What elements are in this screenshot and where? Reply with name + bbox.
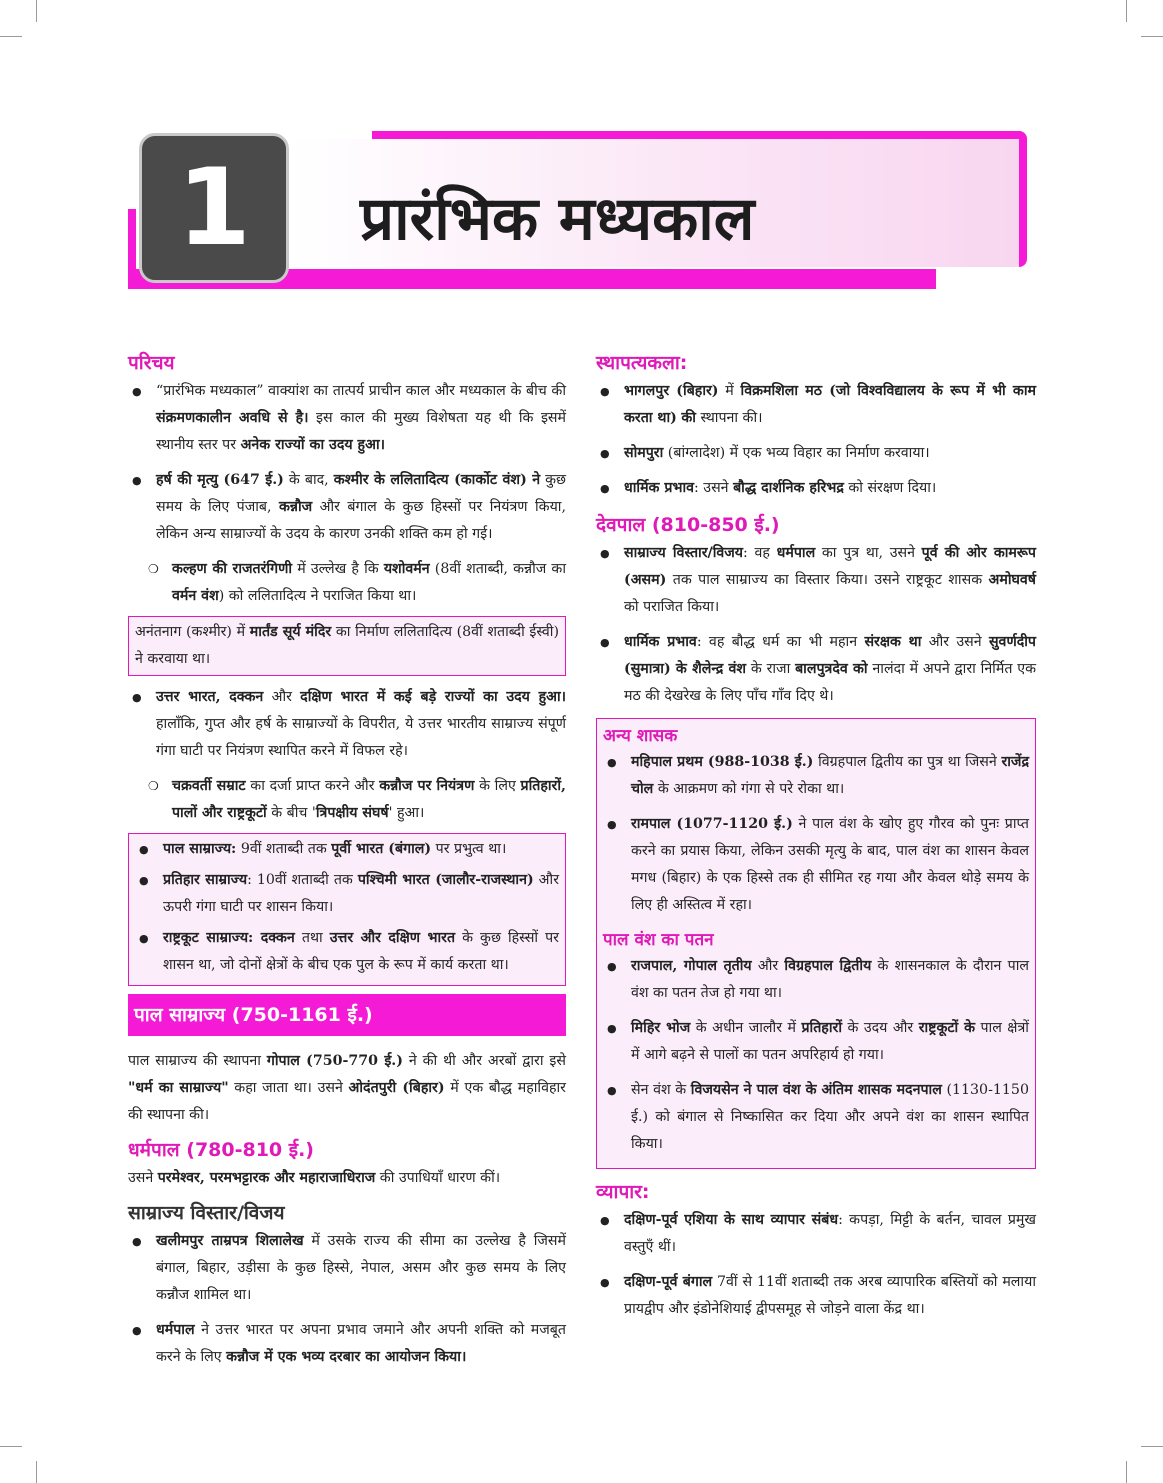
bold-text: हर्ष की मृत्यु (647 ई.) — [156, 472, 284, 488]
section-band-pala: पाल साम्राज्य (750-1161 ई.) — [128, 994, 566, 1036]
bold-text: त्रिपक्षीय संघर्ष — [315, 805, 389, 821]
bold-text: परमेश्वर, परमभट्टारक और महाराजाधिराज — [157, 1170, 376, 1186]
header-top-bar — [372, 131, 1027, 139]
list-item — [128, 467, 566, 548]
bold-text: विक्रमशिला मठ (जो विश्वविद्यालय के रूप में भी काम करता था) — [624, 383, 1036, 426]
crop-mark — [1126, 0, 1127, 22]
text-run: के अधीन जालौर में — [690, 1020, 802, 1036]
info-box-martand — [128, 616, 566, 676]
list-item — [596, 629, 1036, 710]
sub-list-item — [144, 773, 566, 827]
list-item — [128, 684, 566, 765]
list-item — [603, 749, 1029, 803]
text-run: “प्रारंभिक मध्यकाल” वाक्यांश का तात्पर्य प्राचीन काल और मध्यकाल के बीच की — [156, 383, 566, 399]
text-run: हालाँकि, गुप्त और हर्ष के साम्राज्यों के विपरीत, ये उत्तर भारतीय साम्राज्य संपूर्ण गंगा घाटी पर नियंत्रण स्थापित करने में विफल रहे। — [156, 716, 566, 759]
text-run: के शासनकाल के दौरान पाल वंश का पतन तेज हो गया था। — [631, 958, 1029, 1001]
bold-text: वर्मन वंश — [172, 588, 219, 604]
empires-list — [135, 836, 559, 979]
bold-text: गोपाल (750-770 ई.) — [266, 1053, 403, 1069]
text-run: कुछ समय के लिए पंजाब, — [156, 472, 566, 515]
text-run: में उल्लेख है कि — [292, 561, 384, 577]
list-item — [596, 540, 1036, 621]
bold-text: दक्षिण-पूर्व एशिया के साथ व्यापार संबंध — [624, 1212, 839, 1228]
bold-text: ओदंतपुरी (बिहार) — [348, 1080, 445, 1096]
list-item — [128, 378, 566, 459]
text-run: में एक बौद्ध महाविहार की स्थापना की। — [128, 1080, 566, 1123]
list-item — [135, 836, 559, 863]
bold-text: कश्मीर के ललितादित्य (कार्कोट वंश) ने — [333, 472, 541, 488]
text-run: उसने — [128, 1170, 158, 1186]
section-heading-architecture: स्थापत्यकला: — [596, 352, 688, 374]
trade-list — [596, 1207, 1036, 1323]
text-run: इस काल की मुख्य विशेषता यह थी कि इसमें स्थानीय स्तर पर — [156, 410, 566, 453]
text-run: तक पाल साम्राज्य का विस्तार किया। उसने राष्ट्रकूट शासक — [666, 572, 989, 588]
text-run: में — [718, 383, 741, 399]
text-run: नालंदा में अपने द्वारा निर्मित एक मठ की देखरेख के लिए पाँच गाँव दिए थे। — [624, 661, 1036, 704]
kingdoms-list — [128, 684, 566, 765]
text-run: को पराजित किया। — [624, 599, 720, 615]
text-run: पाल साम्राज्य की स्थापना — [128, 1053, 267, 1069]
text-run: की उपाधियाँ धारण कीं। — [375, 1170, 501, 1186]
bold-text: पूर्व की ओर कामरूप (असम) — [624, 545, 1036, 588]
text-run: सेन वंश के — [631, 1082, 691, 1098]
text-run: और — [263, 689, 301, 705]
bold-text: राजपाल, गोपाल तृतीय — [631, 958, 752, 974]
header-right-bar — [1019, 131, 1027, 267]
bold-text: धार्मिक प्रभाव — [624, 634, 697, 650]
bold-text: राष्ट्रकूटों के — [918, 1020, 975, 1036]
text-run: अनंतनाग (कश्मीर) में — [135, 624, 250, 640]
list-item — [128, 1317, 566, 1371]
bold-text: की — [681, 410, 696, 426]
bold-text: सोमपुरा — [624, 445, 664, 461]
chapter-title: प्रारंभिक मध्यकाल — [360, 184, 755, 254]
right-column — [596, 348, 1036, 1331]
architecture-list — [596, 378, 1036, 502]
text-run: के उदय और — [842, 1020, 919, 1036]
crop-mark — [1141, 1446, 1163, 1447]
bold-text: राष्ट्रकूट साम्राज्य: दक्कन — [163, 930, 295, 946]
section-heading-intro: परिचय — [128, 352, 175, 374]
text-run: (बांग्लादेश) में एक भव्य विहार का निर्माण करवाया। — [663, 445, 930, 461]
text-run: के लिए — [474, 778, 521, 794]
bold-text: अमोघवर्ष — [988, 572, 1036, 588]
list-item — [603, 811, 1029, 919]
list-item — [603, 953, 1029, 1007]
bold-text: प्रतिहारों, पालों और राष्ट्रकूटों — [172, 778, 566, 821]
list-item — [596, 440, 1036, 467]
text-run: का निर्माण ललितादित्य (8वीं शताब्दी ईस्वी) ने करवाया था। — [135, 624, 559, 667]
bold-text: संक्रमणकालीन अवधि से है। — [156, 410, 309, 426]
text-run: पर प्रभुत्व था। — [431, 841, 507, 857]
bold-text: प्रतिहार साम्राज्य — [163, 872, 248, 888]
bold-text: मार्तंड सूर्य मंदिर — [249, 624, 332, 640]
text-run: के राजा — [746, 661, 796, 677]
bold-text: रामपाल (1077-1120 ई.) — [631, 816, 793, 832]
bold-text: दक्षिण-पूर्व बंगाल — [624, 1274, 713, 1290]
bold-text: पश्चिमी भारत (जालौर-राजस्थान) — [357, 872, 534, 888]
bold-text: प्रतिहारों — [801, 1020, 842, 1036]
text-run: ने उत्तर भारत पर अपना प्रभाव जमाने और अपनी शक्ति को मजबूत करने के लिए — [156, 1322, 566, 1365]
text-run: 7वीं से 11वीं शताब्दी तक अरब व्यापारिक बस्तियों को मलाया प्रायद्वीप और इंडोनेशियाई द्वीपसमूह से जोड़ने वाला केंद्र था। — [624, 1274, 1036, 1317]
pala-paragraph — [128, 1048, 566, 1129]
bold-text: कन्नौज — [278, 499, 313, 515]
text-run: और उसने — [921, 634, 989, 650]
text-run: के बीच ' — [266, 805, 316, 821]
bold-text: कन्नौज में एक भव्य दरबार का आयोजन किया। — [226, 1349, 467, 1365]
text-run: स्थापना की। — [695, 410, 763, 426]
info-box-other-rulers — [596, 718, 1036, 1169]
bold-text: पाल साम्राज्य: — [163, 841, 237, 857]
bold-text: सुवर्णदीप (सुमात्रा) के शैलेन्द्र वंश — [624, 634, 1036, 677]
list-item — [135, 925, 559, 979]
bold-text: पूर्वी भारत (बंगाल) — [331, 841, 432, 857]
bold-text: महिपाल प्रथम (988-1038 ई.) — [631, 754, 814, 770]
expansion-list — [128, 1228, 566, 1371]
sub-list — [144, 556, 566, 610]
bold-text: यशोवर्मन — [383, 561, 430, 577]
crop-mark — [0, 36, 22, 37]
list-item — [596, 1207, 1036, 1261]
text-run: : वह — [743, 545, 777, 561]
bold-text: विजयसेन ने पाल वंश के अंतिम शासक मदनपाल — [690, 1082, 942, 1098]
text-run: : उसने — [694, 480, 734, 496]
bold-text: मिहिर भोज — [631, 1020, 691, 1036]
list-item — [596, 475, 1036, 502]
list-item — [128, 1228, 566, 1309]
text-run: : 10वीं शताब्दी तक — [247, 872, 358, 888]
bold-text: राजेंद्र चोल — [631, 754, 1029, 797]
list-item — [603, 1077, 1029, 1158]
list-item — [596, 378, 1036, 432]
bold-text: संरक्षक था — [864, 634, 922, 650]
text-run: : वह बौद्ध धर्म का भी महान — [696, 634, 865, 650]
section-heading-dharmapala: धर्मपाल (780-810 ई.) — [128, 1139, 314, 1161]
bold-text: धर्मपाल — [776, 545, 816, 561]
crop-mark — [36, 1461, 37, 1483]
text-run: ने पाल वंश के खोए हुए गौरव को पुनः प्राप्त करने का प्रयास किया, लेकिन उसकी मृत्यु के बाद, पाल वंश का शासन केवल मगध (बिहार) के एक हिस्से तक ही सीमित रह गया और केवल थोड़े समय के लिए ही अस्तित्व में रहा। — [631, 816, 1029, 913]
text-run: विग्रहपाल द्वितीय का पुत्र था जिसने — [813, 754, 1002, 770]
bold-text: विग्रहपाल द्वितीय — [784, 958, 872, 974]
list-item — [603, 1015, 1029, 1069]
list-item — [135, 867, 559, 921]
text-run: का पुत्र था, उसने — [815, 545, 922, 561]
section-heading-devapala: देवपाल (810-850 ई.) — [596, 514, 780, 536]
text-run: के कुछ हिस्सों पर शासन था, जो दोनों क्षेत्रों के बीच एक पुल के रूप में कार्य करता था। — [163, 930, 559, 973]
text-run: ' हुआ। — [388, 805, 425, 821]
sub-list-item — [144, 556, 566, 610]
text-run: ) को ललितादित्य ने पराजित किया था। — [218, 588, 417, 604]
bold-text: साम्राज्य विस्तार/विजय — [624, 545, 744, 561]
bold-text: बौद्ध दार्शनिक हरिभद्र — [733, 480, 844, 496]
text-run: और बंगाल के कुछ हिस्सों पर नियंत्रण किया, लेकिन अन्य साम्राज्यों के उदय के कारण उनकी शक्ति कम हो गई। — [156, 499, 566, 542]
text-run: का दर्जा प्राप्त करने और — [245, 778, 380, 794]
decline-list — [603, 953, 1029, 1158]
intro-list — [128, 378, 566, 548]
text-run: कहा जाता था। उसने — [228, 1080, 349, 1096]
crop-mark — [1141, 36, 1163, 37]
crop-mark — [36, 0, 37, 22]
bold-text: धर्मपाल — [156, 1322, 195, 1338]
bold-text: अनेक राज्यों का उदय हुआ। — [240, 437, 385, 453]
text-run: को संरक्षण दिया। — [843, 480, 937, 496]
bold-text: बालपुत्रदेव को — [795, 661, 868, 677]
box-heading-decline: पाल वंश का पतन — [603, 930, 714, 950]
text-run: (8वीं शताब्दी, कन्नौज का — [429, 561, 566, 577]
left-column — [128, 348, 566, 1379]
text-run: (1130-1150 ई.) को बंगाल से निष्कासित कर दिया और अपने वंश का शासन स्थापित किया। — [631, 1082, 1029, 1152]
subheading-expansion: साम्राज्य विस्तार/विजय — [128, 1202, 285, 1224]
devapala-list — [596, 540, 1036, 710]
bold-text: भागलपुर (बिहार) — [624, 383, 719, 399]
text-run: और ऊपरी गंगा घाटी पर शासन किया। — [163, 872, 560, 915]
text-run: के आक्रमण को गंगा से परे रोका था। — [653, 781, 845, 797]
bold-text: उत्तर और दक्षिण भारत — [329, 930, 456, 946]
bold-text: चक्रवर्ती सम्राट — [172, 778, 246, 794]
text-run: 9वीं शताब्दी तक — [236, 841, 332, 857]
bold-text: कन्नौज पर नियंत्रण — [379, 778, 475, 794]
list-item — [596, 1269, 1036, 1323]
dharmapala-paragraph — [128, 1165, 566, 1192]
other-rulers-list — [603, 749, 1029, 919]
box-heading-other-rulers: अन्य शासक — [603, 726, 678, 746]
text-run: तथा — [294, 930, 330, 946]
text-run: ने की थी और अरबों द्वारा इसे — [402, 1053, 566, 1069]
text-run: और — [751, 958, 785, 974]
text-run: में उसके राज्य की सीमा का उल्लेख है जिसमें बंगाल, बिहार, उड़ीसा के कुछ हिस्से, नेपाल, असम और कुछ समय के लिए कन्नौज शामिल था। — [156, 1233, 566, 1303]
text-run: पाल क्षेत्रों में आगे बढ़ने से पालों का पतन अपरिहार्य हो गया। — [631, 1020, 1029, 1063]
sub-list — [144, 773, 566, 827]
text-run: के बाद, — [283, 472, 334, 488]
section-heading-trade: व्यापार: — [596, 1181, 650, 1203]
bold-text: "धर्म का साम्राज्य" — [128, 1080, 229, 1096]
bold-text: दक्षिण भारत में कई बड़े राज्यों का उदय हुआ। — [300, 689, 566, 705]
crop-mark — [1126, 1461, 1127, 1483]
chapter-number: 1 — [139, 133, 289, 283]
bold-text: खलीमपुर ताम्रपत्र शिलालेख — [156, 1233, 304, 1249]
bold-text: धार्मिक प्रभाव — [624, 480, 695, 496]
text-run: : कपड़ा, मिट्टी के बर्तन, चावल प्रमुख वस्तुएँ थीं। — [624, 1212, 1036, 1255]
crop-mark — [0, 1446, 22, 1447]
info-box-empires — [128, 833, 566, 986]
bold-text: उत्तर भारत, दक्कन — [156, 689, 264, 705]
bold-text: कल्हण की राजतरंगिणी — [172, 561, 293, 577]
